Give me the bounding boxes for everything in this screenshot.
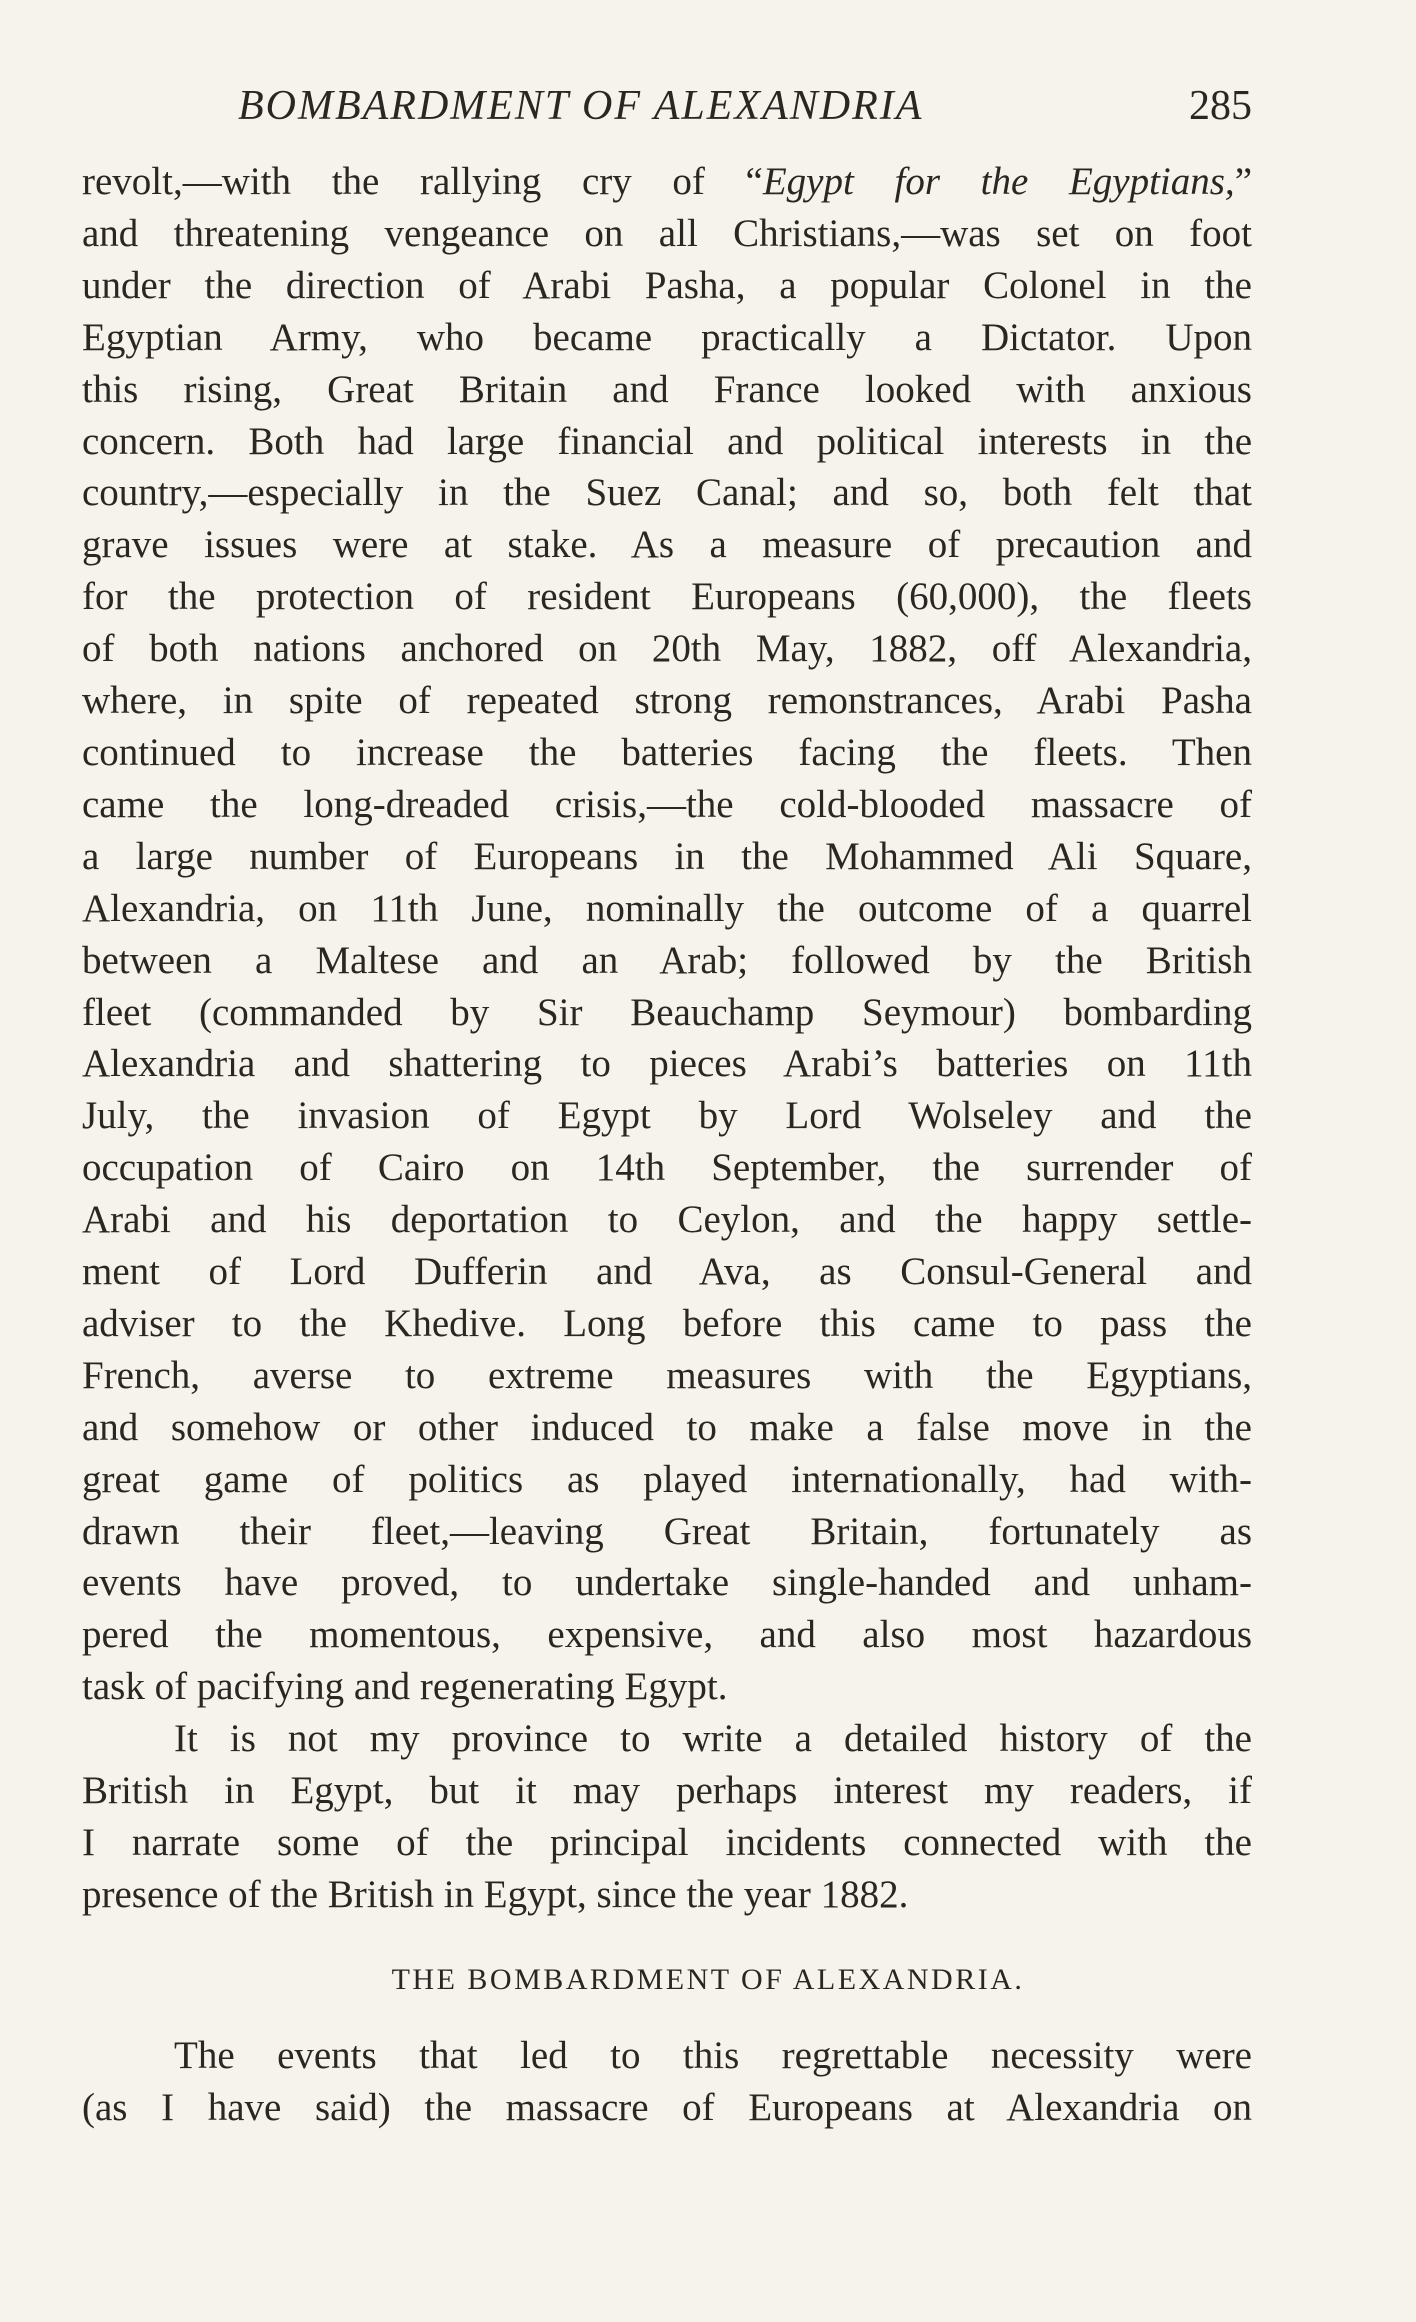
text-line: July, the invasion of Egypt by Lord Wolseley and the (82, 1094, 1252, 1138)
paragraph-2 (82, 1713, 1252, 1921)
body-text (82, 156, 1252, 1921)
text-line: Alexandria, on 11th June, nominally the outcome of a quarrel (82, 886, 1252, 930)
text-line: where, in spite of repeated strong remonstrances, Arabi Pasha (82, 679, 1252, 723)
running-head (82, 78, 1252, 134)
text-line: Alexandria and shattering to pieces Arabi’s batteries on 11th (82, 1042, 1252, 1086)
text-line: occupation of Cairo on 14th September, the surrender of (82, 1146, 1252, 1190)
paragraph-3 (82, 2030, 1252, 2134)
text-line: continued to increase the batteries facing the fleets. Then (82, 730, 1252, 774)
text-line: grave issues were at stake. As a measure of precaution and (82, 523, 1252, 567)
text-line: events have proved, to undertake single-handed and unham- (82, 1561, 1252, 1605)
text-line: drawn their fleet,—leaving Great Britain, fortunately as (82, 1509, 1252, 1553)
text-line: country,—especially in the Suez Canal; and so, both felt that (82, 471, 1252, 515)
page-number: 285 (1189, 83, 1252, 129)
text-line: presence of the British in Egypt, since the year 1882. (82, 1872, 909, 1916)
final-paragraph-block (82, 2030, 1252, 2134)
text-line: ment of Lord Dufferin and Ava, as Consul-General and (82, 1250, 1252, 1294)
text-line: came the long-dreaded crisis,—the cold-blooded massacre of (82, 782, 1252, 826)
text-line: The events that led to this regrettable necessity were (174, 2034, 1252, 2077)
text-line: adviser to the Khedive. Long before this came to pass the (82, 1301, 1252, 1345)
text-line: under the direction of Arabi Pasha, a popular Colonel in the (82, 263, 1252, 307)
text-line: Arabi and his deportation to Ceylon, and the happy settle- (82, 1198, 1252, 1242)
text-line: great game of politics as played internationally, had with- (82, 1457, 1252, 1501)
text-line: French, averse to extreme measures with the Egyptians, (82, 1353, 1252, 1397)
text-line: (as I have said) the massacre of Europeans at Alexandria on (82, 2085, 1252, 2129)
text-line: and threatening vengeance on all Christians,—was set on foot (82, 211, 1252, 255)
text-line: concern. Both had large financial and political interests in the (82, 419, 1252, 463)
text-line: pered the momentous, expensive, and also most hazardous (82, 1613, 1252, 1657)
text-line: of both nations anchored on 20th May, 1882, off Alexandria, (82, 627, 1252, 671)
text-line: for the protection of resident Europeans (60,000), the fleets (82, 575, 1252, 619)
text-line: a large number of Europeans in the Mohammed Ali Square, (82, 834, 1252, 878)
section-heading: THE BOMBARDMENT OF ALEXANDRIA. (391, 1963, 1025, 1996)
running-title: BOMBARDMENT OF ALEXANDRIA (238, 83, 924, 129)
text-line: British in Egypt, but it may perhaps interest my readers, if (82, 1769, 1252, 1813)
text-line: between a Maltese and an Arab; followed by the British (82, 938, 1252, 982)
text-line: It is not my province to write a detailed history of the (174, 1717, 1252, 1761)
text-line: I narrate some of the principal incidents connected with the (82, 1821, 1252, 1864)
text-line: Egyptian Army, who became practically a Dictator. Upon (82, 315, 1252, 359)
text-line: and somehow or other induced to make a false move in the (82, 1405, 1252, 1449)
text-line: task of pacifying and regenerating Egypt. (82, 1665, 728, 1709)
text-line: fleet (commanded by Sir Beauchamp Seymour) bombarding (82, 990, 1252, 1034)
text-line: this rising, Great Britain and France looked with anxious (82, 367, 1252, 411)
text-line: revolt,—with the rallying cry of “Egypt for the Egyptians,” (82, 160, 1252, 203)
paragraph-1 (82, 156, 1252, 1713)
